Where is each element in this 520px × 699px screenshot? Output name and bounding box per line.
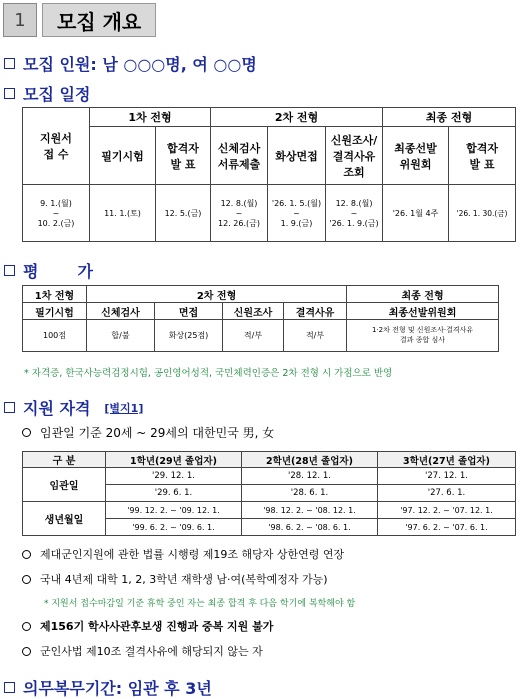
evaluation-table: 1차 전형 2차 전형 최종 전형 필기시험 신체검사 면접 신원조사 결격사유 최종선발위원회 100점 합/불 화상(25점) 적/부 적/부 1·2차 전형 및 신원조사·결격사유 결과 종합 심사: [22, 285, 499, 352]
heading-qualification: 지원 자격 [별지1]: [4, 396, 143, 419]
qualification-bullet: 임관일 기준 20세 ~ 29세의 대한민국 男, 女: [22, 424, 274, 441]
evaluation-note: * 자격증, 한국사능력검정시험, 공인영어성적, 국민체력인증은 2차 전형 시 가점으로 반영: [24, 368, 393, 379]
heading-service-period: 의무복무기간: 임관 후 3년: [4, 676, 212, 699]
qualification-bullet: 제156기 학사사관후보생 진행과 중복 지원 불가: [22, 618, 273, 634]
circle-bullet-icon: [22, 428, 31, 437]
square-bullet-icon: [4, 58, 15, 69]
enrollment-note: * 지원서 접수마감일 기준 휴학 중인 자는 최종 합격 후 다음 학기에 복학해야 함: [44, 599, 356, 609]
age-table: 구 분 1학년(29년 졸업자) 2학년(28년 졸업자) 3학년(27년 졸업자) 임관일 '29. 12. 1. '28. 12. 1. '27. 12. 1. '29. 6. 1. '28. 6. 1. '27. 6. 1. 생년월일 '99. 12. 2. ~ '09. 12. 1. '98. 12. 2. ~ '08. 12. 1. '97. 12. 2. ~ '07. 12. 1. '99. 6. 2. ~ '09. 6. 1. '98. 6. 2. ~ '08. 6. 1. '97. 6. 2. ~ '07. 6. 1.: [22, 451, 516, 536]
circle-bullet-icon: [22, 550, 31, 559]
square-bullet-icon: [4, 265, 15, 276]
section-title: 모집 개요: [42, 3, 156, 37]
circle-bullet-icon: [22, 647, 31, 656]
square-bullet-icon: [4, 682, 15, 693]
circle-bullet-icon: [22, 622, 31, 631]
heading-recruit: 모집 인원: 남 ○○○명, 여 ○○명: [4, 52, 257, 75]
section-number: 1: [3, 3, 37, 37]
appendix-link[interactable]: [별지1]: [104, 401, 144, 415]
schedule-table: 지원서 접 수 1차 전형 2차 전형 최종 전형 필기시험 합격자 발 표 신체검사 서류제출 화상면접 신원조사/ 결격사유 조회 최종선발 위원회 합격자 발 표 9. 1.(월) ~ 10. 2.(금) 11. 1.(토) 12. 5.(금) 12. 8.(월) ~ 12. 26.(금) '26. 1. 5.(월) ~ 1. 9.(금) 12. 8.(월) ~ '26. 1. 9.(금) '26. 1월 4주 '26. 1. 30.(금): [22, 107, 516, 242]
qualification-bullet: 제대군인지원에 관한 법률 시행령 제19조 해당자 상한연령 연장: [22, 546, 344, 562]
qualification-bullet: 국내 4년제 대학 1, 2, 3학년 재학생 남·여(복학예정자 가능): [22, 571, 328, 587]
square-bullet-icon: [4, 402, 15, 413]
qualification-bullet: 군인사법 제10조 결격사유에 해당되지 않는 자: [22, 643, 263, 659]
heading-evaluation: 평 가: [4, 259, 93, 282]
square-bullet-icon: [4, 88, 15, 99]
section-header: [3, 3, 156, 37]
heading-schedule: 모집 일정: [4, 82, 90, 105]
circle-bullet-icon: [22, 575, 31, 584]
